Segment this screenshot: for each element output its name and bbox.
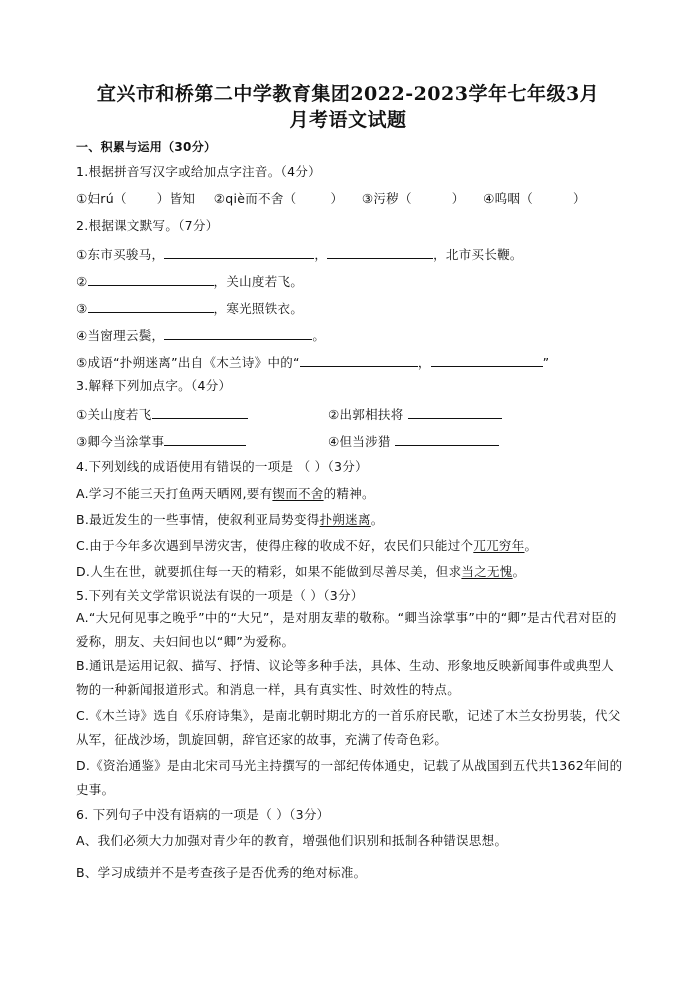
section-heading: 一、积累与运用（30分） [76, 140, 217, 154]
q1-item-4: ④呜咽（ ） [483, 191, 586, 206]
q4-option-c: C.由于今年多次遇到旱涝灾害，使得庄稼的收成不好，农民们只能过个兀兀穷年。 [76, 538, 538, 553]
q5-option-b: B.通讯是运用记叙、描写、抒情、议论等多种手法，具体、生动、形象地反映新闻事件或典型人物的一种新闻报道形式。和消息一样，具有真实性、时效性的特点。 [76, 658, 614, 697]
q3-row-1 [76, 404, 636, 424]
question-4-stem: 4.下列划线的成语使用有错误的一项是 （ ）（3分） [76, 459, 368, 474]
q2-line-1: ①东市买骏马， ， ，北市买长鞭。 [76, 244, 636, 264]
q2-line-4: ④当窗理云鬓， 。 [76, 325, 636, 345]
answer-blank[interactable] [300, 352, 418, 367]
exam-title-line1: 宜兴市和桥第二中学教育集团2022-2023学年七年级3月 [96, 83, 600, 105]
q4-option-a: A.学习不能三天打鱼两天晒网,要有锲而不舍的精神。 [76, 486, 375, 501]
q3-item-a: ①关山度若飞 [76, 407, 248, 422]
answer-blank[interactable] [164, 431, 246, 446]
question-3-stem: 3.解释下列加点字。（4分） [76, 378, 232, 393]
q1-item-1: ①妇rú（ ）皆知 [76, 191, 196, 206]
answer-blank[interactable] [152, 404, 248, 419]
answer-blank[interactable] [431, 352, 543, 367]
q3-row-2 [76, 431, 636, 451]
question-6-stem: 6. 下列句子中没有语病的一项是（ ）（3分） [76, 807, 330, 822]
answer-blank[interactable] [164, 244, 314, 259]
exam-title-line2: 月考语文试题 [289, 109, 407, 131]
q4-option-b: B.最近发生的一些事情，使叙利亚局势变得扑朔迷离。 [76, 512, 384, 527]
q5-option-d: D.《资治通鉴》是由北宋司马光主持撰写的一部纪传体通史，记载了从战国到五代共1362年间的史事。 [76, 758, 623, 797]
q5-option-a: A.“大兄何见事之晚乎”中的“大兄”，是对朋友辈的敬称。“卿当涂掌事”中的“卿”是古代君对臣的爱称，朋友、夫妇间也以“卿”为爱称。 [76, 610, 617, 649]
q2-line-2: ② ，关山度若飞。 [76, 271, 636, 291]
q4-option-d: D.人生在世，就要抓住每一天的精彩，如果不能做到尽善尽美，但求当之无愧。 [76, 564, 526, 579]
question-1-items [76, 190, 636, 208]
q6-option-a: A、我们必须大力加强对青少年的教育，增强他们识别和抵制各种错误思想。 [76, 833, 508, 848]
q1-item-2: ②qiè而不舍（ ） [213, 191, 344, 206]
question-1-stem: 1.根据拼音写汉字或给加点字注音。（4分） [76, 164, 321, 179]
question-2-stem: 2.根据课文默写。（7分） [76, 218, 219, 233]
q2-line-5: ⑤成语“扑朔迷离”出自《木兰诗》中的“ ， ” [76, 352, 636, 372]
q5-option-c: C.《木兰诗》选自《乐府诗集》，是南北朝时期北方的一首乐府民歌，记述了木兰女扮男装，代父从军，征战沙场，凯旋回朝，辞官还家的故事，充满了传奇色彩。 [76, 708, 621, 747]
q1-item-3: ③污秽（ ） [361, 191, 465, 206]
q3-item-b: ②出郭相扶将 [328, 404, 502, 424]
answer-blank[interactable] [395, 431, 499, 446]
q2-line-3: ③ ，寒光照铁衣。 [76, 298, 636, 318]
answer-blank[interactable] [408, 404, 502, 419]
answer-blank[interactable] [88, 271, 214, 286]
question-5-stem: 5.下列有关文学常识说法有误的一项是（ ）（3分） [76, 588, 364, 603]
q3-item-d: ④但当涉猎 [328, 431, 499, 451]
answer-blank[interactable] [164, 325, 312, 340]
answer-blank[interactable] [327, 244, 433, 259]
q3-item-c: ③卿今当涂掌事 [76, 434, 246, 449]
answer-blank[interactable] [88, 298, 214, 313]
q6-option-b: B、学习成绩并不是考查孩子是否优秀的绝对标准。 [76, 865, 367, 880]
